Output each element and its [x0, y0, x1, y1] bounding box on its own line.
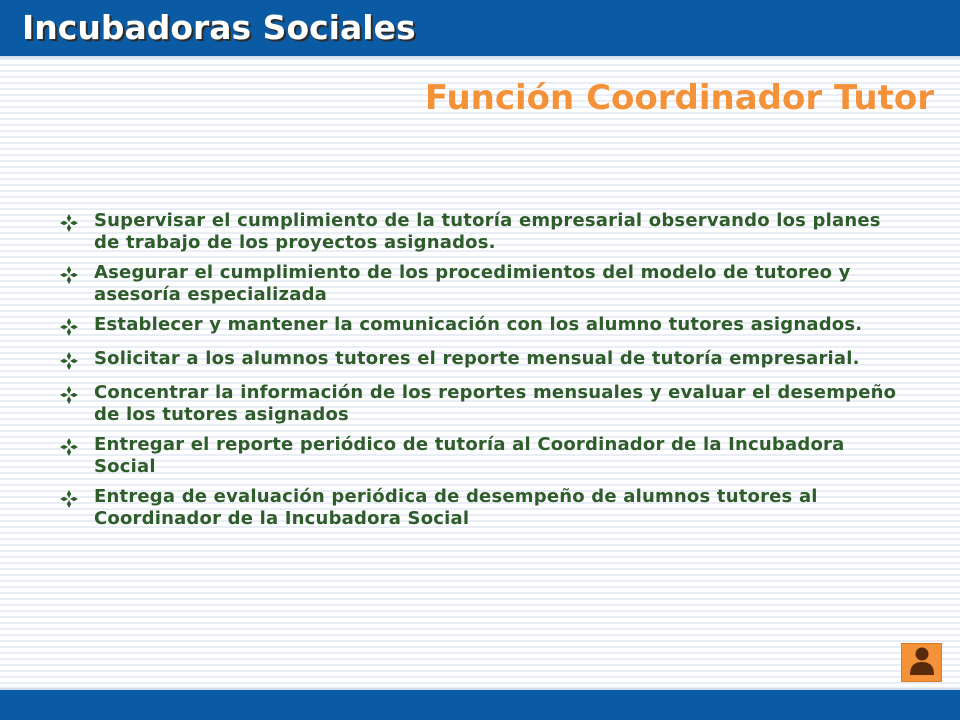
bullet-text: Asegurar el cumplimiento de los procedimientos del modelo de tutoreo y asesoría especializada	[94, 262, 851, 305]
list-item	[60, 348, 900, 374]
bullet-text: Establecer y mantener la comunicación con los alumno tutores asignados.	[94, 314, 863, 335]
four-diamond-bullet-icon	[60, 314, 94, 340]
four-diamond-bullet-icon	[60, 262, 94, 288]
bullet-list	[60, 210, 900, 538]
bullet-text: Supervisar el cumplimiento de la tutoría empresarial observando los planes de trabajo de los proyectos asignados.	[94, 210, 881, 253]
list-item	[60, 382, 900, 426]
four-diamond-bullet-icon	[60, 434, 94, 460]
bullet-text: Entregar el reporte periódico de tutoría al Coordinador de la Incubadora Social	[94, 434, 845, 477]
page-title: Función Coordinador Tutor	[424, 78, 934, 118]
four-diamond-bullet-icon	[60, 210, 94, 236]
list-item	[60, 314, 900, 340]
four-diamond-bullet-icon	[60, 348, 94, 374]
header-shadow	[0, 56, 960, 60]
bullet-text: Entrega de evaluación periódica de desempeño de alumnos tutores al Coordinador de la Incubadora Social	[94, 486, 818, 529]
list-item	[60, 434, 900, 478]
header-bar	[0, 0, 960, 56]
list-item	[60, 262, 900, 306]
person-icon	[908, 646, 936, 680]
bullet-text: Concentrar la información de los reportes mensuales y evaluar el desempeño de los tutores asignados	[94, 382, 897, 425]
list-item	[60, 210, 900, 254]
bullet-text: Solicitar a los alumnos tutores el reporte mensual de tutoría empresarial.	[94, 348, 860, 369]
footer-bar	[0, 690, 960, 720]
list-item	[60, 486, 900, 530]
four-diamond-bullet-icon	[60, 382, 94, 408]
app-title: Incubadoras Sociales	[22, 8, 416, 47]
four-diamond-bullet-icon	[60, 486, 94, 512]
person-action-button[interactable]	[901, 643, 942, 682]
